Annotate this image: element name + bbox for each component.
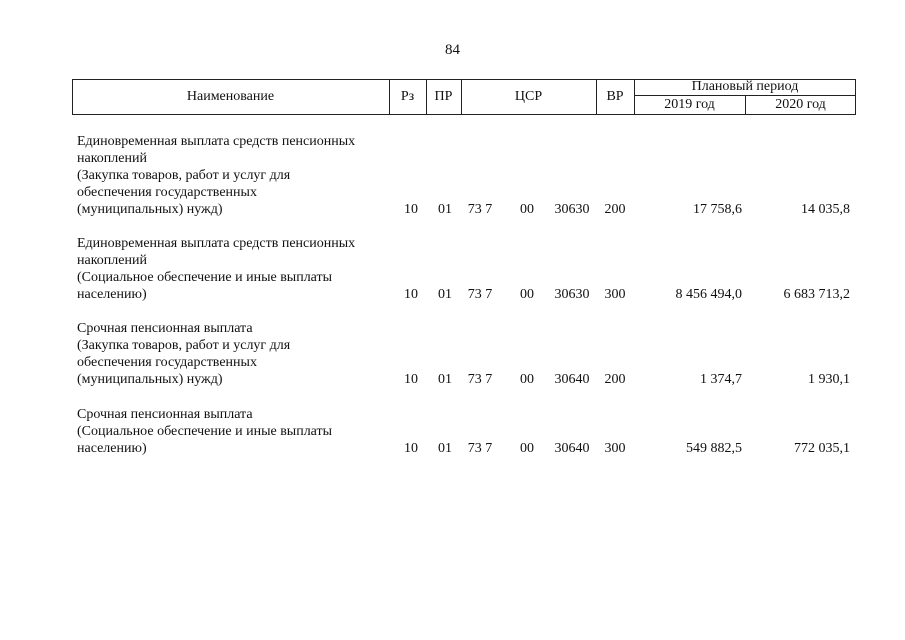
row-name-line: (Закупка товаров, работ и услуг для: [77, 338, 291, 353]
cell-vr: 200: [604, 372, 626, 387]
header-vr: ВР: [606, 89, 624, 104]
cell-csr-direction: 30640: [554, 441, 590, 456]
row-name-line: Срочная пенсионная выплата: [77, 407, 253, 422]
cell-csr-direction: 30640: [554, 372, 590, 387]
row-name-line: (Социальное обеспечение и иные выплаты: [77, 270, 333, 285]
table-row: [0, 235, 905, 303]
cell-2020: 1 930,1: [808, 372, 850, 387]
row-name-line: (Закупка товаров, работ и услуг для: [77, 168, 291, 183]
cell-2020: 6 683 713,2: [783, 287, 850, 302]
row-name-line: населению): [77, 441, 147, 456]
cell-csr-subprogram: 00: [520, 372, 534, 387]
row-name-line: Срочная пенсионная выплата: [77, 321, 253, 336]
row-name-line: накоплений: [77, 253, 147, 268]
row-name: [77, 406, 397, 457]
cell-2019: 549 882,5: [686, 441, 742, 456]
cell-vr: 300: [604, 441, 626, 456]
cell-rz: 10: [404, 287, 418, 302]
cell-2020: 14 035,8: [801, 202, 850, 217]
cell-vr: 300: [604, 287, 626, 302]
row-name: [77, 320, 397, 388]
cell-csr-subprogram: 00: [520, 202, 534, 217]
row-name-line: населению): [77, 287, 147, 302]
page-number: 84: [445, 42, 460, 58]
row-name-line: обеспечения государственных: [77, 185, 257, 200]
row-name-line: (муниципальных) нужд): [77, 202, 223, 217]
cell-rz: 10: [404, 441, 418, 456]
row-name: [77, 133, 397, 218]
row-name-line: накоплений: [77, 151, 147, 166]
header-year-2020: 2020 год: [775, 97, 826, 112]
table-row: [0, 406, 905, 457]
header-planned-period: Плановый период: [691, 79, 799, 94]
header-bottom-border: [72, 114, 856, 115]
cell-csr-program: 73 7: [467, 287, 493, 302]
header-rz: Рз: [400, 89, 415, 104]
cell-csr-direction: 30630: [554, 202, 590, 217]
cell-pr: 01: [438, 287, 452, 302]
row-name: [77, 235, 397, 303]
row-name-line: (Социальное обеспечение и иные выплаты: [77, 424, 333, 439]
cell-pr: 01: [438, 372, 452, 387]
row-name-line: Единовременная выплата средств пенсионных: [77, 134, 356, 149]
row-name-line: (муниципальных) нужд): [77, 372, 223, 387]
row-name-line: обеспечения государственных: [77, 355, 257, 370]
cell-csr-subprogram: 00: [520, 287, 534, 302]
cell-pr: 01: [438, 441, 452, 456]
table-row: [0, 320, 905, 388]
cell-rz: 10: [404, 372, 418, 387]
cell-2019: 17 758,6: [693, 202, 742, 217]
header-csr: ЦСР: [514, 89, 543, 104]
row-name-line: Единовременная выплата средств пенсионных: [77, 236, 356, 251]
cell-2020: 772 035,1: [794, 441, 850, 456]
cell-csr-program: 73 7: [467, 202, 493, 217]
header-year-2019: 2019 год: [664, 97, 715, 112]
header-name: Наименование: [186, 89, 275, 104]
cell-2019: 1 374,7: [700, 372, 742, 387]
cell-csr-program: 73 7: [467, 441, 493, 456]
cell-rz: 10: [404, 202, 418, 217]
cell-csr-program: 73 7: [467, 372, 493, 387]
cell-csr-subprogram: 00: [520, 441, 534, 456]
cell-csr-direction: 30630: [554, 287, 590, 302]
table-header: [72, 79, 856, 115]
table-row: [0, 133, 905, 218]
cell-2019: 8 456 494,0: [675, 287, 742, 302]
header-pr: ПР: [434, 89, 453, 104]
cell-pr: 01: [438, 202, 452, 217]
cell-vr: 200: [604, 202, 626, 217]
